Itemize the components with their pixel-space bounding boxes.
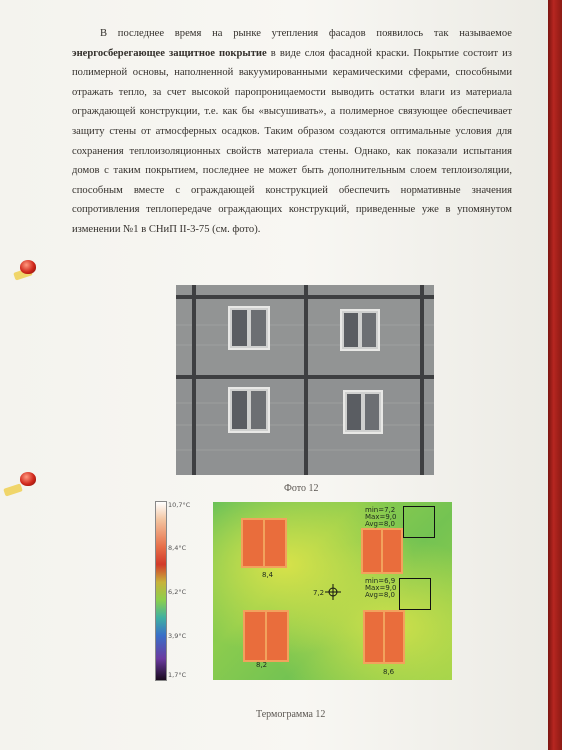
photo-caption: Фото 12	[284, 483, 319, 494]
body-text	[72, 24, 512, 240]
stat-max: Max=9,0	[365, 584, 397, 592]
thermogram-caption: Термограмма 12	[256, 709, 326, 720]
stat-avg: Avg=8,0	[365, 591, 395, 599]
building-photo	[176, 285, 434, 475]
binder-pin-icon	[20, 260, 36, 274]
binder-cover-edge	[548, 0, 562, 750]
scale-label: 6,2°C	[168, 588, 187, 596]
text-run: в виде слоя фасадной краски. Покрытие состоит из полимерной основы, наполненной вакуумированными керамическими сферами, способными отражать тепло, за счет высокой паропроницаемости выводить остатки влаги из материала ограждающей конструкции, т.е. как бы «высушивать», а полимерное связующее обеспечивает защиту стены от атмосферных осадков. Таким образом создаются оптимальные условия для сохранения теплоизоляционных свойств материала стены. Однако, как показали испытания домов с таким покрытием, последнее не может быть дополнительным слоем теплоизоляции, способным вместе с ограждающей конструкцией обеспечить нормативные значения сопротивления теплопередаче ограждающих конструкций, приведенные уже в упомянутом изменении №1 в СНиП II-3-75 (см. фото).	[72, 47, 512, 235]
stat-max: Max=9,0	[365, 513, 397, 521]
stat-avg: Avg=8,0	[365, 520, 395, 528]
stat-min: min=6,9	[365, 577, 396, 585]
scale-label-max: 10,7°C	[168, 501, 191, 509]
text-run: В последнее время на рынке утепления фасадов появилось так называемое	[100, 28, 512, 39]
hot-window	[363, 610, 405, 664]
binder-clip-icon	[3, 483, 23, 496]
scale-label: 3,9°C	[168, 632, 187, 640]
box2-stats	[365, 578, 396, 599]
measure-box	[403, 506, 435, 538]
stat-min: min=7,2	[365, 506, 396, 514]
hot-window	[241, 518, 287, 568]
spot-temp: 7,2	[313, 589, 325, 597]
building-facade-illustration	[176, 285, 434, 475]
scale-label: 8,4°C	[168, 544, 187, 552]
spot-temp: 8,4	[262, 571, 274, 579]
hot-window	[361, 528, 403, 574]
binder-pin-icon	[20, 472, 36, 486]
box1-stats	[365, 507, 396, 528]
spot-temp: 8,2	[256, 661, 268, 669]
scale-label-min: 1,7°C	[168, 671, 187, 679]
measure-box	[399, 578, 431, 610]
hot-window	[243, 610, 289, 662]
crosshair-icon	[325, 584, 341, 600]
thermogram-image	[213, 502, 452, 680]
temperature-scale-bar	[155, 501, 167, 681]
bold-term: энергосберегающее защитное покрытие	[72, 47, 267, 59]
paragraph	[72, 24, 512, 240]
spot-temp: 8,6	[383, 668, 395, 676]
